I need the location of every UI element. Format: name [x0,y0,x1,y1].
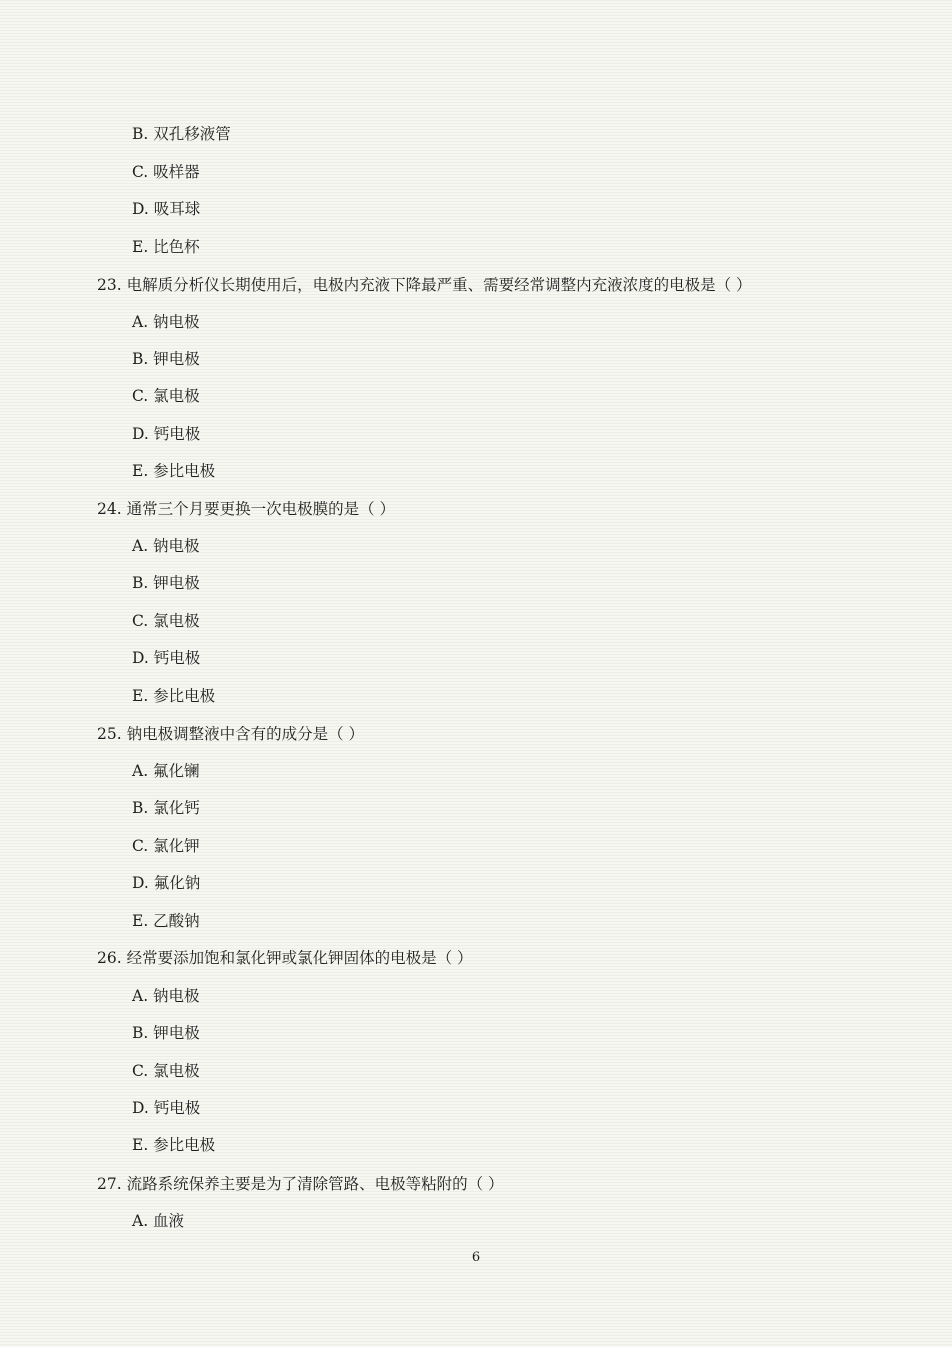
option-line: A. 钠电极 [132,313,200,331]
option-line: D. 吸耳球 [132,200,201,218]
option-line: D. 钙电极 [132,425,201,443]
option-line: E. 参比电极 [132,687,216,705]
option-line: C. 氯化钾 [132,837,200,855]
option-line: C. 氯电极 [132,612,200,630]
option-line: E. 乙酸钠 [132,912,200,930]
option-line: A. 钠电极 [132,537,200,555]
option-line: B. 钾电极 [132,574,200,592]
question-27: 27. 流路系统保养主要是为了清除管路、电极等粘附的（ ） [97,1175,504,1193]
option-line: A. 氟化镧 [132,762,200,780]
option-line: E. 参比电极 [132,1136,216,1154]
page-number: 6 [471,1250,481,1265]
option-line: D. 钙电极 [132,1099,201,1117]
option-line: A. 血液 [132,1212,185,1230]
option-line: C. 氯电极 [132,387,200,405]
option-line: E. 参比电极 [132,462,216,480]
option-line: D. 氟化钠 [132,874,201,892]
question-23: 23. 电解质分析仪长期使用后，电极内充液下降最严重、需要经常调整内充液浓度的电极是（ ） [97,276,752,294]
option-line: B. 双孔移液管 [132,125,231,143]
question-25: 25. 钠电极调整液中含有的成分是（ ） [97,725,365,743]
option-line: B. 氯化钙 [132,799,200,817]
option-line: C. 氯电极 [132,1062,200,1080]
option-line: B. 钾电极 [132,350,200,368]
option-line: A. 钠电极 [132,987,200,1005]
question-26: 26. 经常要添加饱和氯化钾或氯化钾固体的电极是（ ） [97,949,473,967]
option-line: C. 吸样器 [132,163,200,181]
option-line: B. 钾电极 [132,1024,200,1042]
question-24: 24. 通常三个月要更换一次电极膜的是（ ） [97,500,396,518]
option-line: E. 比色杯 [132,238,200,256]
option-line: D. 钙电极 [132,649,201,667]
